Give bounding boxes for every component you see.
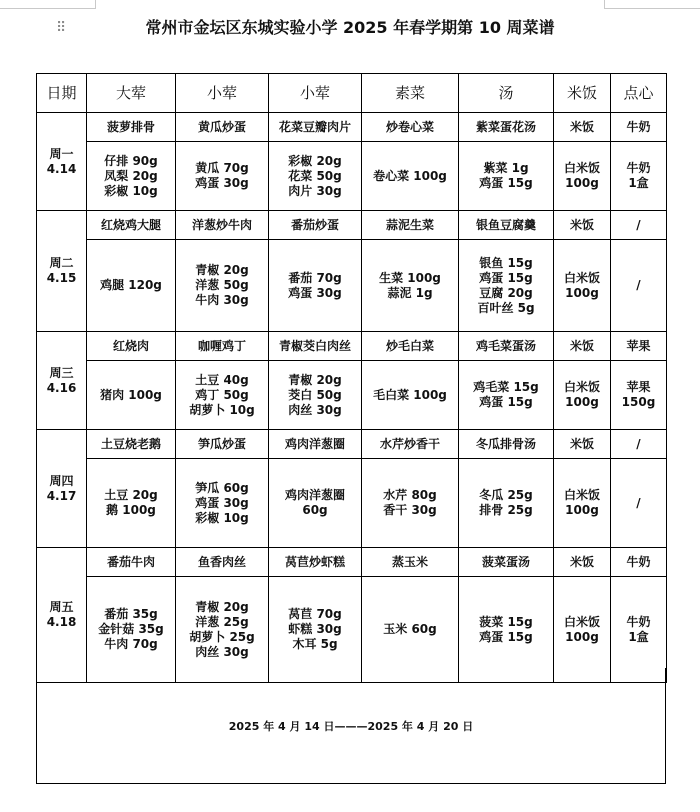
ingredient-line: 香干 30g	[383, 503, 437, 517]
ingredient-line: 鸡蛋 30g	[288, 285, 342, 300]
ingredient-line: 牛奶	[626, 161, 651, 175]
ingredient-cell	[269, 361, 362, 430]
ingredient-line: 60g	[302, 503, 328, 517]
ingredient-line: 木耳 5g	[292, 637, 338, 651]
ingredient-cell	[459, 240, 554, 332]
dish-name-cell: 洋葱炒牛肉	[176, 211, 269, 240]
ingredient-line: 鸡肉洋葱圈	[284, 488, 345, 502]
column-header: 日期	[37, 74, 87, 113]
dish-row	[37, 430, 667, 459]
ingredient-cell	[269, 142, 362, 211]
ingredient-cell	[362, 240, 459, 332]
day-cell	[37, 211, 87, 332]
dish-row	[37, 548, 667, 577]
ingredient-line: 玉米 60g	[383, 622, 437, 636]
page-title: 常州市金坛区东城实验小学 2025 年春学期第 10 周菜谱	[145, 18, 555, 37]
ingredient-line: 100g	[565, 285, 599, 300]
ingredient-line: 牛奶	[626, 614, 651, 629]
ingredient-line: 百叶丝 5g	[477, 300, 535, 315]
ingredient-line: 鸡腿 120g	[100, 278, 162, 292]
dish-name-cell: 菠萝排骨	[87, 113, 176, 142]
ingredient-line: 胡萝卜 10g	[189, 402, 255, 417]
dish-name-cell: 鱼香肉丝	[176, 548, 269, 577]
dish-name-cell: 咖喱鸡丁	[176, 332, 269, 361]
dish-name-cell: /	[611, 430, 667, 459]
ingredient-line: 白米饭	[563, 161, 600, 175]
dish-name-cell: 菠菜蛋汤	[459, 548, 554, 577]
ingredient-line: 鸡蛋 15g	[479, 270, 533, 285]
dish-name-cell: 水芹炒香干	[362, 430, 459, 459]
ingredient-line: 番茄 35g	[104, 607, 158, 621]
ingredient-row	[37, 459, 667, 548]
dish-name-cell: 牛奶	[611, 548, 667, 577]
ingredient-line: 土豆 40g	[195, 372, 249, 387]
dish-name-cell: 红烧鸡大腿	[87, 211, 176, 240]
ingredient-cell	[87, 240, 176, 332]
dish-name-cell: 红烧肉	[87, 332, 176, 361]
ingredient-line: /	[636, 495, 641, 510]
column-header: 小荤	[269, 74, 362, 113]
ingredient-line: 白米饭	[563, 488, 600, 502]
ingredient-row	[37, 240, 667, 332]
ingredient-cell	[269, 577, 362, 683]
dish-row	[37, 211, 667, 240]
column-header: 大荤	[87, 74, 176, 113]
dish-name-cell: 蒜泥生菜	[362, 211, 459, 240]
ingredient-line: 鸡蛋 15g	[479, 629, 533, 644]
ingredient-line: 100g	[565, 395, 599, 409]
dish-name-cell: 炒卷心菜	[362, 113, 459, 142]
weekly-menu-table	[36, 73, 667, 683]
ingredient-cell	[362, 577, 459, 683]
ingredient-line: 1盒	[628, 629, 649, 644]
ingredient-cell	[176, 240, 269, 332]
ingredient-cell	[459, 361, 554, 430]
ingredient-line: 100g	[565, 176, 599, 190]
ingredient-line: 鸡蛋 30g	[195, 495, 249, 510]
dish-name-cell: 笋瓜炒蛋	[176, 430, 269, 459]
ingredient-line: 洋葱 50g	[195, 278, 249, 292]
ingredient-line: 卷心菜 100g	[373, 168, 447, 183]
ingredient-line: 青椒 20g	[195, 599, 249, 614]
dish-name-cell: 苹果	[611, 332, 667, 361]
ingredient-line: 鸡蛋 15g	[479, 395, 533, 409]
ingredient-cell	[554, 361, 611, 430]
ingredient-line: 1盒	[628, 176, 649, 190]
ingredient-cell	[87, 459, 176, 548]
dish-name-cell: 牛奶	[611, 113, 667, 142]
ingredient-cell	[176, 577, 269, 683]
ingredient-cell	[611, 361, 667, 430]
ingredient-cell	[459, 459, 554, 548]
ingredient-cell	[176, 142, 269, 211]
ingredient-line: 排骨 25g	[479, 503, 533, 517]
ingredient-line: 彩椒 20g	[288, 153, 342, 168]
column-header: 小荤	[176, 74, 269, 113]
date-label: 4.18	[46, 615, 77, 629]
dish-name-cell: 米饭	[554, 211, 611, 240]
ingredient-line: 洋葱 25g	[195, 614, 249, 629]
dish-name-cell: 鸡肉洋葱圈	[269, 430, 362, 459]
ingredient-line: 茭白 50g	[288, 387, 342, 402]
date-range: 2025 年 4 月 14 日———2025 年 4 月 20 日	[228, 720, 474, 733]
day-cell	[37, 113, 87, 211]
ingredient-cell	[176, 361, 269, 430]
ingredient-line: 虾糕 30g	[288, 622, 342, 636]
ingredient-cell	[269, 240, 362, 332]
ingredient-cell	[362, 142, 459, 211]
ingredient-cell	[87, 361, 176, 430]
ingredient-line: 白米饭	[563, 270, 600, 285]
day-cell	[37, 430, 87, 548]
date-label: 4.14	[46, 161, 77, 176]
ingredient-line: /	[636, 278, 641, 292]
ingredient-line: 青椒 20g	[195, 263, 249, 277]
ingredient-cell	[362, 459, 459, 548]
dish-name-cell: 米饭	[554, 113, 611, 142]
ingredient-line: 生菜 100g	[379, 270, 441, 285]
ingredient-line: 金针菇 35g	[98, 622, 164, 636]
ingredient-line: 牛肉 30g	[195, 293, 249, 307]
weekday-label: 周四	[49, 473, 74, 488]
ingredient-line: 牛肉 70g	[104, 637, 158, 651]
ingredient-line: 青椒 20g	[288, 372, 342, 387]
weekday-label: 周三	[49, 365, 74, 380]
dish-row	[37, 332, 667, 361]
dish-name-cell: 黄瓜炒蛋	[176, 113, 269, 142]
ingredient-cell	[459, 577, 554, 683]
ingredient-line: 笋瓜 60g	[195, 480, 249, 495]
ingredient-cell	[611, 142, 667, 211]
ingredient-line: 彩椒 10g	[195, 510, 249, 525]
ingredient-cell	[87, 142, 176, 211]
ingredient-cell	[554, 240, 611, 332]
dish-name-cell: 蒸玉米	[362, 548, 459, 577]
ingredient-line: 鸡蛋 30g	[195, 176, 249, 190]
ingredient-line: 蒜泥 1g	[387, 285, 433, 300]
ingredient-line: 豆腐 20g	[479, 285, 533, 300]
ingredient-line: 鸡丁 50g	[195, 387, 249, 402]
dish-name-cell: 花菜豆瓣肉片	[269, 113, 362, 142]
date-label: 4.17	[46, 488, 77, 503]
ingredient-line: 彩椒 10g	[104, 183, 158, 198]
table-move-handle-icon[interactable]: ⠿	[56, 20, 65, 36]
dish-name-cell: /	[611, 211, 667, 240]
column-header: 汤	[459, 74, 554, 113]
day-cell	[37, 332, 87, 430]
ingredient-line: 鸡毛菜 15g	[473, 380, 539, 394]
ingredient-line: 菠菜 15g	[479, 614, 533, 629]
dish-name-cell: 莴苣炒虾糕	[269, 548, 362, 577]
ingredient-cell	[611, 240, 667, 332]
ingredient-line: 肉丝 30g	[195, 644, 249, 659]
dish-name-cell: 米饭	[554, 332, 611, 361]
ingredient-cell	[554, 577, 611, 683]
ingredient-line: 胡萝卜 25g	[189, 629, 255, 644]
ingredient-line: 银鱼 15g	[479, 255, 533, 270]
ingredient-line: 番茄 70g	[288, 270, 342, 285]
ingredient-line: 水芹 80g	[383, 488, 437, 502]
page-corner-right	[604, 0, 700, 9]
ingredient-line: 花菜 50g	[288, 168, 342, 183]
dish-name-cell: 青椒茭白肉丝	[269, 332, 362, 361]
dish-name-cell: 米饭	[554, 430, 611, 459]
ingredient-cell	[611, 577, 667, 683]
ingredient-cell	[269, 459, 362, 548]
ingredient-row	[37, 577, 667, 683]
column-header: 米饭	[554, 74, 611, 113]
column-header: 素菜	[362, 74, 459, 113]
ingredient-line: 莴苣 70g	[288, 607, 342, 621]
header-row	[37, 74, 667, 113]
ingredient-line: 白米饭	[563, 614, 600, 629]
dish-name-cell: 土豆烧老鹅	[87, 430, 176, 459]
ingredient-line: 150g	[621, 395, 656, 409]
ingredient-cell	[554, 459, 611, 548]
ingredient-line: 100g	[565, 503, 599, 517]
weekday-label: 周一	[49, 146, 74, 161]
column-header: 点心	[611, 74, 667, 113]
ingredient-line: 毛白菜 100g	[373, 387, 447, 402]
dish-name-cell: 冬瓜排骨汤	[459, 430, 554, 459]
ingredient-cell	[554, 142, 611, 211]
ingredient-line: 凤梨 20g	[104, 168, 158, 183]
ingredient-line: 猪肉 100g	[100, 387, 162, 402]
ingredient-cell	[362, 361, 459, 430]
ingredient-row	[37, 361, 667, 430]
ingredient-line: 肉丝 30g	[288, 402, 342, 417]
dish-name-cell: 米饭	[554, 548, 611, 577]
dish-name-cell: 炒毛白菜	[362, 332, 459, 361]
ingredient-cell	[611, 459, 667, 548]
dish-name-cell: 紫菜蛋花汤	[459, 113, 554, 142]
ingredient-line: 冬瓜 25g	[479, 488, 533, 502]
ingredient-line: 苹果	[626, 380, 651, 394]
dish-name-cell: 鸡毛菜蛋汤	[459, 332, 554, 361]
dish-row	[37, 113, 667, 142]
ingredient-line: 鹅 100g	[106, 503, 156, 517]
ingredient-row	[37, 142, 667, 211]
date-label: 4.16	[46, 380, 77, 395]
dish-name-cell: 番茄炒蛋	[269, 211, 362, 240]
dish-name-cell: 番茄牛肉	[87, 548, 176, 577]
ingredient-line: 土豆 20g	[104, 488, 158, 502]
ingredient-line: 100g	[565, 629, 599, 644]
ingredient-line: 白米饭	[563, 380, 600, 394]
ingredient-line: 紫菜 1g	[483, 161, 529, 175]
ingredient-line: 鸡蛋 15g	[479, 176, 533, 190]
day-cell	[37, 548, 87, 683]
ingredient-line: 肉片 30g	[288, 183, 342, 198]
ingredient-cell	[87, 577, 176, 683]
ingredient-line: 黄瓜 70g	[195, 161, 249, 175]
weekday-label: 周二	[49, 256, 74, 270]
weekday-label: 周五	[49, 600, 74, 614]
ingredient-cell	[459, 142, 554, 211]
dish-name-cell: 银鱼豆腐羹	[459, 211, 554, 240]
ingredient-line: 仔排 90g	[104, 153, 158, 168]
date-label: 4.15	[46, 271, 77, 285]
page-corner-left	[0, 0, 96, 9]
ingredient-cell	[176, 459, 269, 548]
